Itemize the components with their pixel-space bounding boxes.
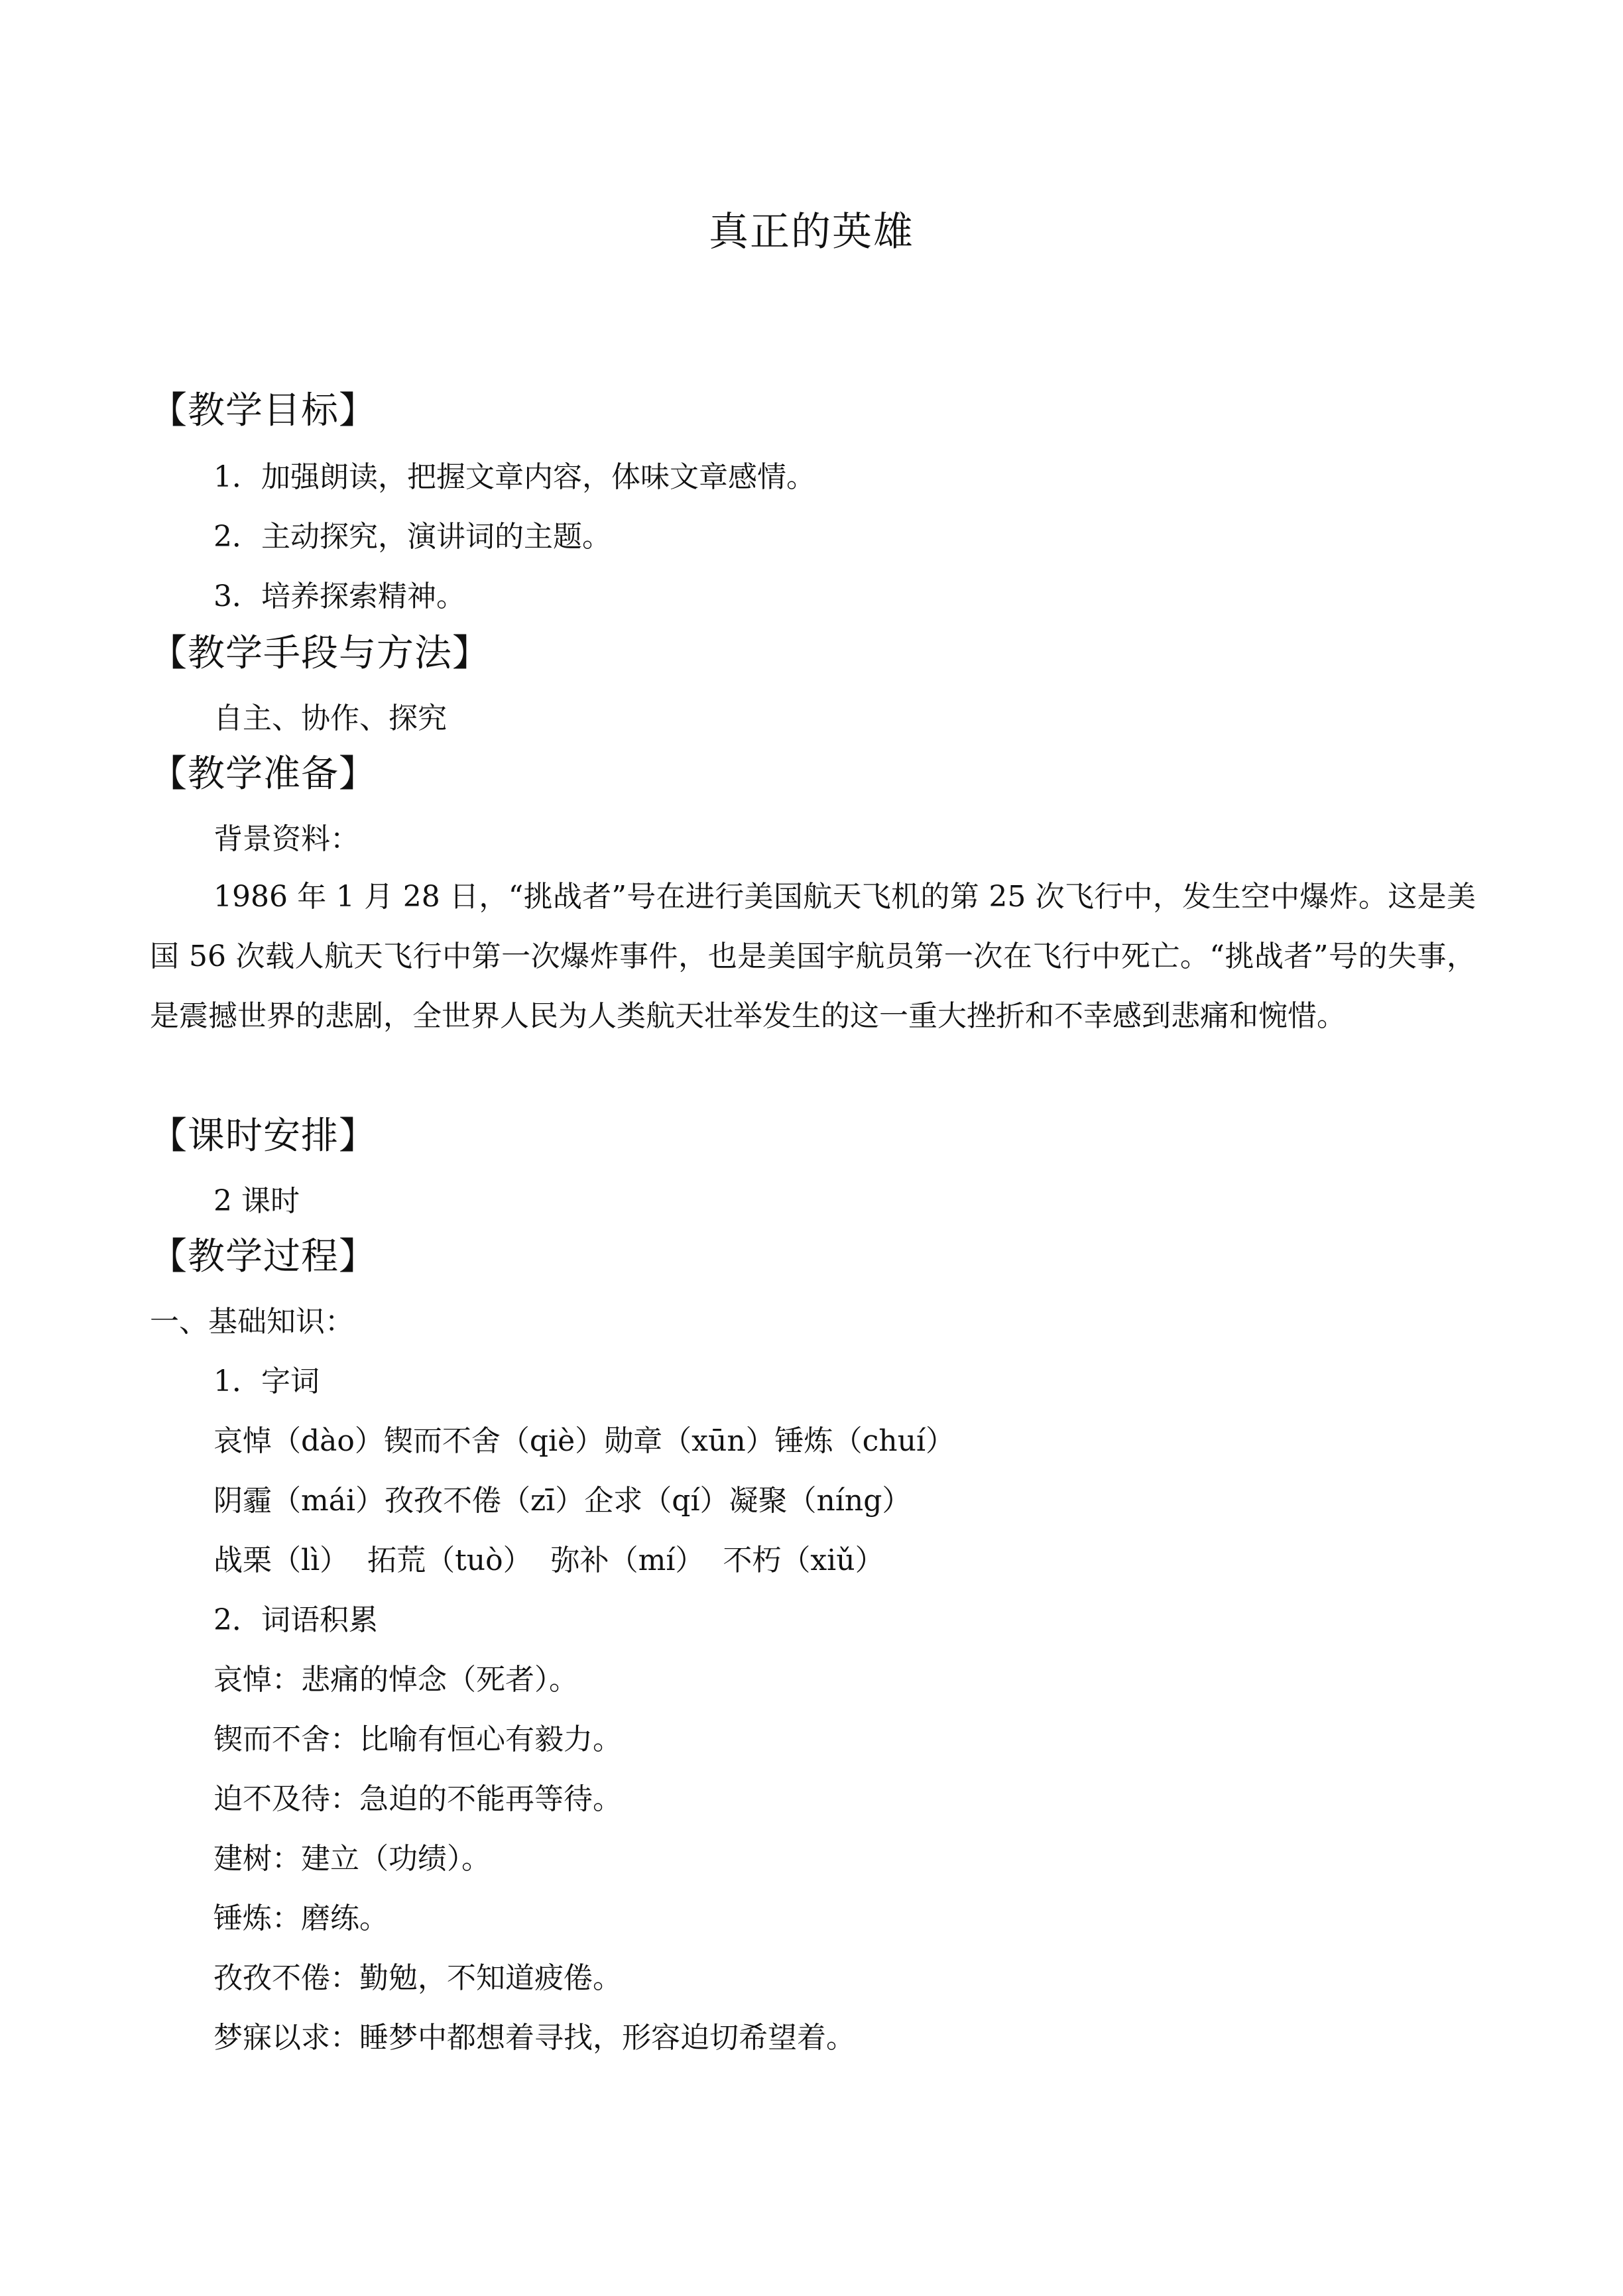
methods-text: 自主、协作、探究 <box>213 701 447 735</box>
goal-item: 1．加强朗读，把握文章内容，体味文章感情。 <box>213 460 815 494</box>
heading-teaching-goals: 【教学目标】 <box>150 389 377 432</box>
definition-item: 建树：建立（功绩）。 <box>213 1842 491 1876</box>
background-paragraph: 1986 年 1 月 28 日，“挑战者”号在进行美国航天飞机的第 25 次飞行中，发生空中爆炸。这是美国 56 次载人航天飞行中第一次爆炸事件，也是美国宇航员第一次在飞行中死亡。“挑战者”号的失事，是震撼世界的悲剧，全世界人民为人类航天壮举发生的这一重大挫折和不幸感到悲痛和惋惜。 <box>150 880 1476 1033</box>
part-basic-knowledge: 一、基础知识： <box>150 1305 354 1339</box>
vocab-row: 哀悼（dào）锲而不舍（qiè）勋章（xūn）锤炼（chuí） <box>213 1424 955 1458</box>
definition-item: 迫不及待：急迫的不能再等待。 <box>213 1782 622 1816</box>
goal-item: 3．培养探索精神。 <box>213 579 465 613</box>
vocab-row: 战栗（lì） 拓荒（tuò） 弥补（mí） 不朽（xiǔ） <box>213 1543 884 1577</box>
subheading-characters-words: 1．字词 <box>213 1364 320 1398</box>
definition-item: 梦寐以求：睡梦中都想着寻找，形容迫切希望着。 <box>213 2021 855 2055</box>
definition-item: 锲而不舍：比喻有恒心有毅力。 <box>213 1722 622 1756</box>
goal-item: 2．主动探究，演讲词的主题。 <box>213 520 611 554</box>
heading-teaching-preparation: 【教学准备】 <box>150 753 377 796</box>
background-label: 背景资料： <box>213 822 359 856</box>
heading-teaching-process: 【教学过程】 <box>150 1235 377 1278</box>
definition-item: 孜孜不倦：勤勉，不知道疲倦。 <box>213 1961 622 1995</box>
document-title: 真正的英雄 <box>709 209 914 255</box>
subheading-vocabulary: 2．词语积累 <box>213 1603 378 1637</box>
schedule-text: 2 课时 <box>213 1184 300 1218</box>
heading-teaching-methods: 【教学手段与方法】 <box>150 632 490 675</box>
heading-class-schedule: 【课时安排】 <box>150 1115 377 1158</box>
vocab-row: 阴霾（mái）孜孜不倦（zī）企求（qí）凝聚（níng） <box>213 1484 912 1518</box>
definition-item: 锤炼：磨练。 <box>213 1902 389 1935</box>
definition-item: 哀悼：悲痛的悼念（死者）。 <box>213 1663 578 1697</box>
